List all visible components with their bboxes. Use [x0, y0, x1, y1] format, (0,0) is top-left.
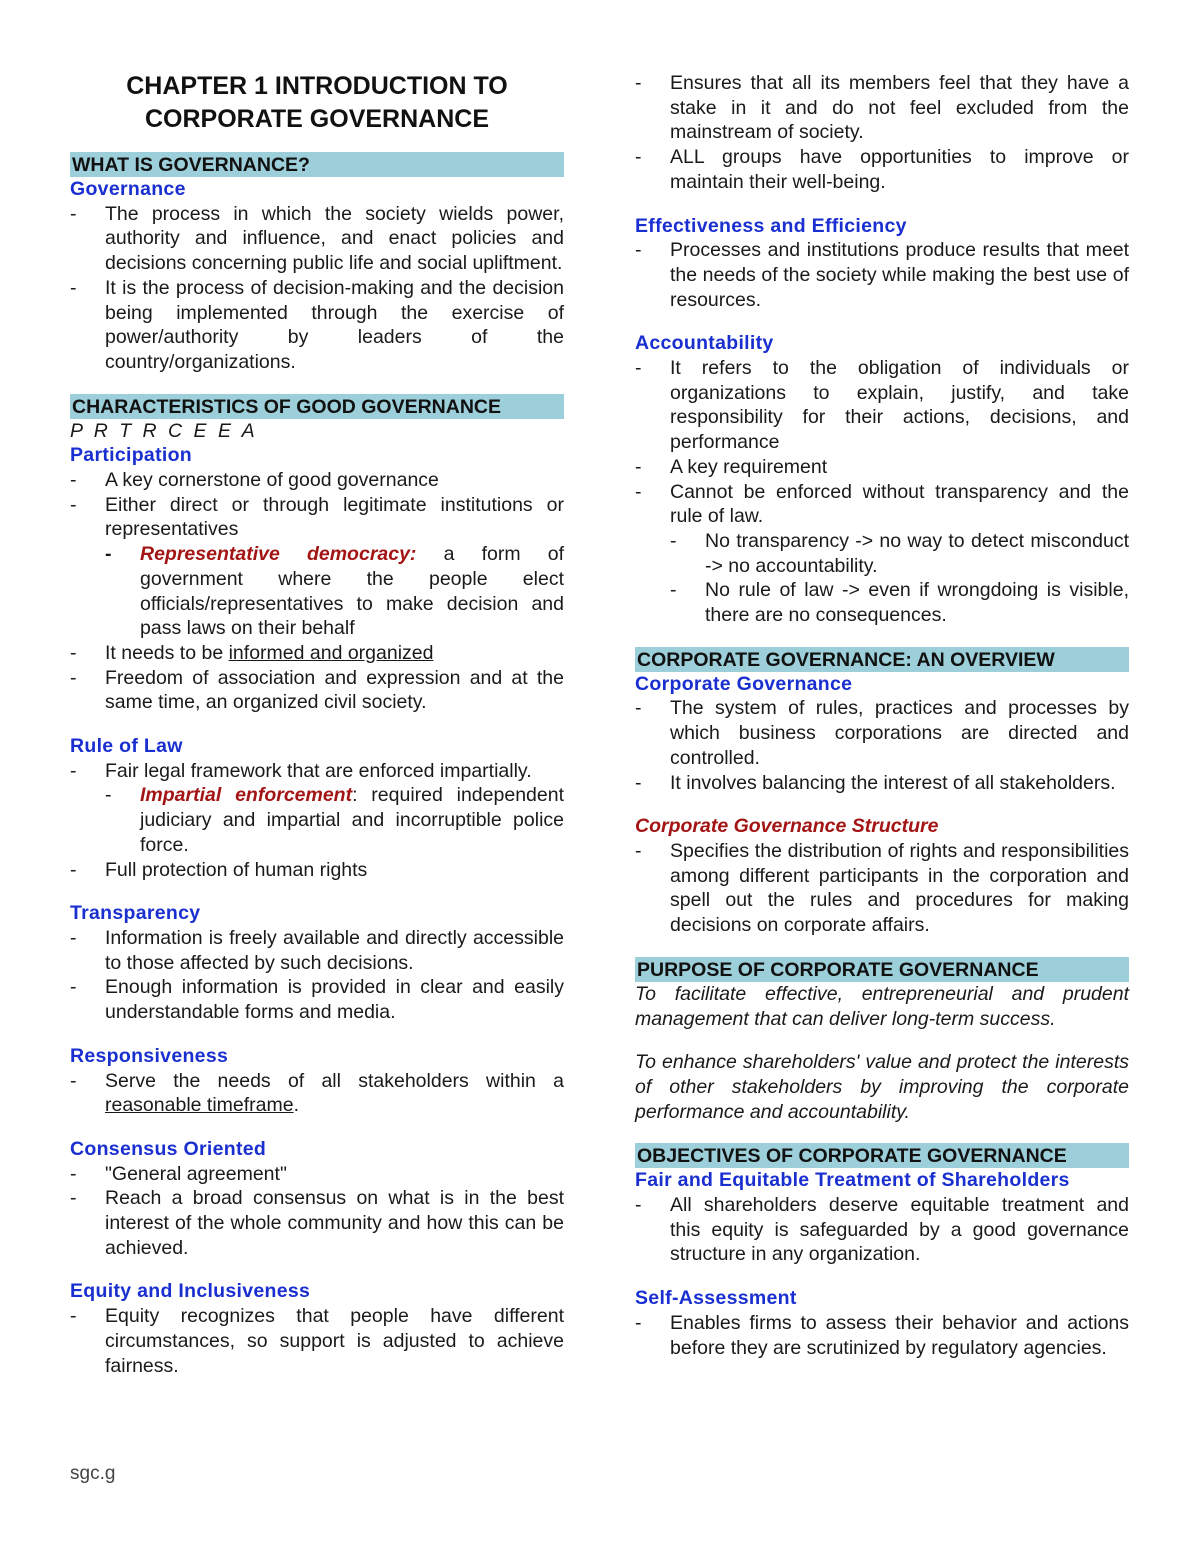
bullet-text: Serve the needs of all stakeholders within a [105, 1069, 564, 1092]
page-footer: sgc.g [70, 1463, 116, 1484]
bullet-item: - Processes and institutions produce results that meet the needs of the society while making the best use of resources. [635, 238, 1129, 312]
underlined-text: informed and organized [228, 641, 434, 664]
subheading-fair-treatment: Fair and Equitable Treatment of Shareholders [635, 1169, 1070, 1192]
subheading-rule-of-law: Rule of Law [70, 735, 183, 758]
section-header-objectives: OBJECTIVES OF CORPORATE GOVERNANCE [635, 1143, 1129, 1168]
sub-bullet-item: - No transparency -> no way to detect misconduct -> no accountability. [635, 529, 1129, 578]
term-impartial-enforcement: Impartial enforcement [140, 784, 353, 807]
bullet-item: - Enough information is provided in clear and easily understandable forms and media. [70, 975, 564, 1024]
bullet-item: - Information is freely available and directly accessible to those affected by such decisions. [70, 926, 564, 975]
section-header-what-is-governance: WHAT IS GOVERNANCE? [70, 152, 564, 177]
bullet-item: - Full protection of human rights [70, 858, 564, 883]
subheading-effectiveness-efficiency: Effectiveness and Efficiency [635, 214, 907, 237]
subheading-equity-inclusiveness: Equity and Inclusiveness [70, 1280, 311, 1303]
bullet-item: - Equity recognizes that people have different circumstances, so support is adjusted to achieve fairness. [70, 1304, 564, 1378]
bullet-item: - A key requirement [635, 455, 1129, 480]
subheading-participation: Participation [70, 444, 193, 467]
subheading-accountability: Accountability [635, 332, 774, 355]
section-header-characteristics: CHARACTERISTICS OF GOOD GOVERNANCE [70, 394, 564, 419]
purpose-paragraph: To facilitate effective, entrepreneurial and prudent management that can deliver long-term success. [635, 982, 1129, 1030]
subheading-responsiveness: Responsiveness [70, 1044, 229, 1067]
bullet-item [70, 641, 564, 666]
bullet-item [70, 1069, 564, 1118]
bullet-item: - Cannot be enforced without transparency and the rule of law. [635, 480, 1129, 529]
subheading-self-assessment: Self-Assessment [635, 1287, 797, 1310]
sub-bullet-impartial-enforcement [70, 783, 564, 857]
bullet-item: - Specifies the distribution of rights and responsibilities among different participants in the corporation and spell out the rules and procedures for making decisions on corporate affairs. [635, 839, 1129, 938]
term-representative-democracy: Representative democracy: [140, 543, 417, 566]
bullet-item: - Enables firms to assess their behavior and actions before they are scrutinized by regulatory agencies. [635, 1311, 1129, 1360]
sub-bullet-representative-democracy [70, 542, 564, 641]
bullet-item: - All shareholders deserve equitable treatment and this equity is safeguarded by a good governance structure in any organization. [635, 1193, 1129, 1267]
subheading-consensus-oriented: Consensus Oriented [70, 1137, 267, 1160]
subheading-transparency: Transparency [70, 902, 201, 925]
bullet-item: - Freedom of association and expression and at the same time, an organized civil society. [70, 666, 564, 715]
subheading-cg-structure: Corporate Governance Structure [635, 815, 939, 838]
bullet-text-end: . [293, 1094, 300, 1117]
subheading-corporate-governance: Corporate Governance [635, 672, 853, 695]
bullet-item: - ALL groups have opportunities to improve or maintain their well-being. [635, 145, 1129, 194]
bullet-text: It needs to be [105, 641, 229, 664]
title-line-1: CHAPTER 1 INTRODUCTION TO [126, 72, 508, 100]
right-column [635, 71, 1129, 1360]
section-header-purpose: PURPOSE OF CORPORATE GOVERNANCE [635, 957, 1129, 982]
left-column [70, 152, 564, 1378]
subheading-governance: Governance [70, 178, 186, 200]
bullet-item: - It refers to the obligation of individuals or organizations to explain, justify, and take responsibility for their actions, decisions, and performance [635, 356, 1129, 455]
purpose-paragraph: To enhance shareholders' value and protect the interests of other stakeholders by improving the corporate performance and accountability. [635, 1051, 1129, 1123]
definition-text: : required independent judiciary and impartial and incorruptible police force. [140, 784, 564, 856]
title-line-2: CORPORATE GOVERNANCE [144, 105, 489, 133]
section-header-cg-overview: CORPORATE GOVERNANCE: AN OVERVIEW [635, 647, 1129, 672]
bullet-item: - Reach a broad consensus on what is in the best interest of the whole community and how this can be achieved. [70, 1186, 564, 1260]
bullet-item: - "General agreement" [70, 1162, 564, 1187]
bullet-item: - It is the process of decision-making and the decision being implemented through the exercise of power/authority by leaders of the country/organizations. [70, 276, 564, 375]
definition-text: a form of government where the people elect officials/representatives to make decision and pass laws on their behalf [140, 543, 564, 640]
sub-bullet-item: - No rule of law -> even if wrongdoing is visible, there are no consequences. [635, 578, 1129, 627]
bullet-item: - A key cornerstone of good governance [70, 468, 564, 493]
bullet-item: - The system of rules, practices and processes by which business corporations are directed and controlled. [635, 696, 1129, 770]
document-title [70, 70, 564, 136]
bullet-item: - Fair legal framework that are enforced impartially. [70, 759, 564, 784]
bullet-item: - Either direct or through legitimate institutions or representatives [70, 493, 564, 542]
bullet-item: - It involves balancing the interest of all stakeholders. [635, 771, 1129, 796]
bullet-item: - The process in which the society wields power, authority and influence, and enact policies and decisions concerning public life and social upliftment. [70, 202, 564, 276]
acronym-text: P R T R C E E A [70, 419, 258, 442]
bullet-item: - Ensures that all its members feel that they have a stake in it and do not feel excluded from the mainstream of society. [635, 71, 1129, 145]
underlined-text: reasonable timeframe [105, 1094, 294, 1117]
